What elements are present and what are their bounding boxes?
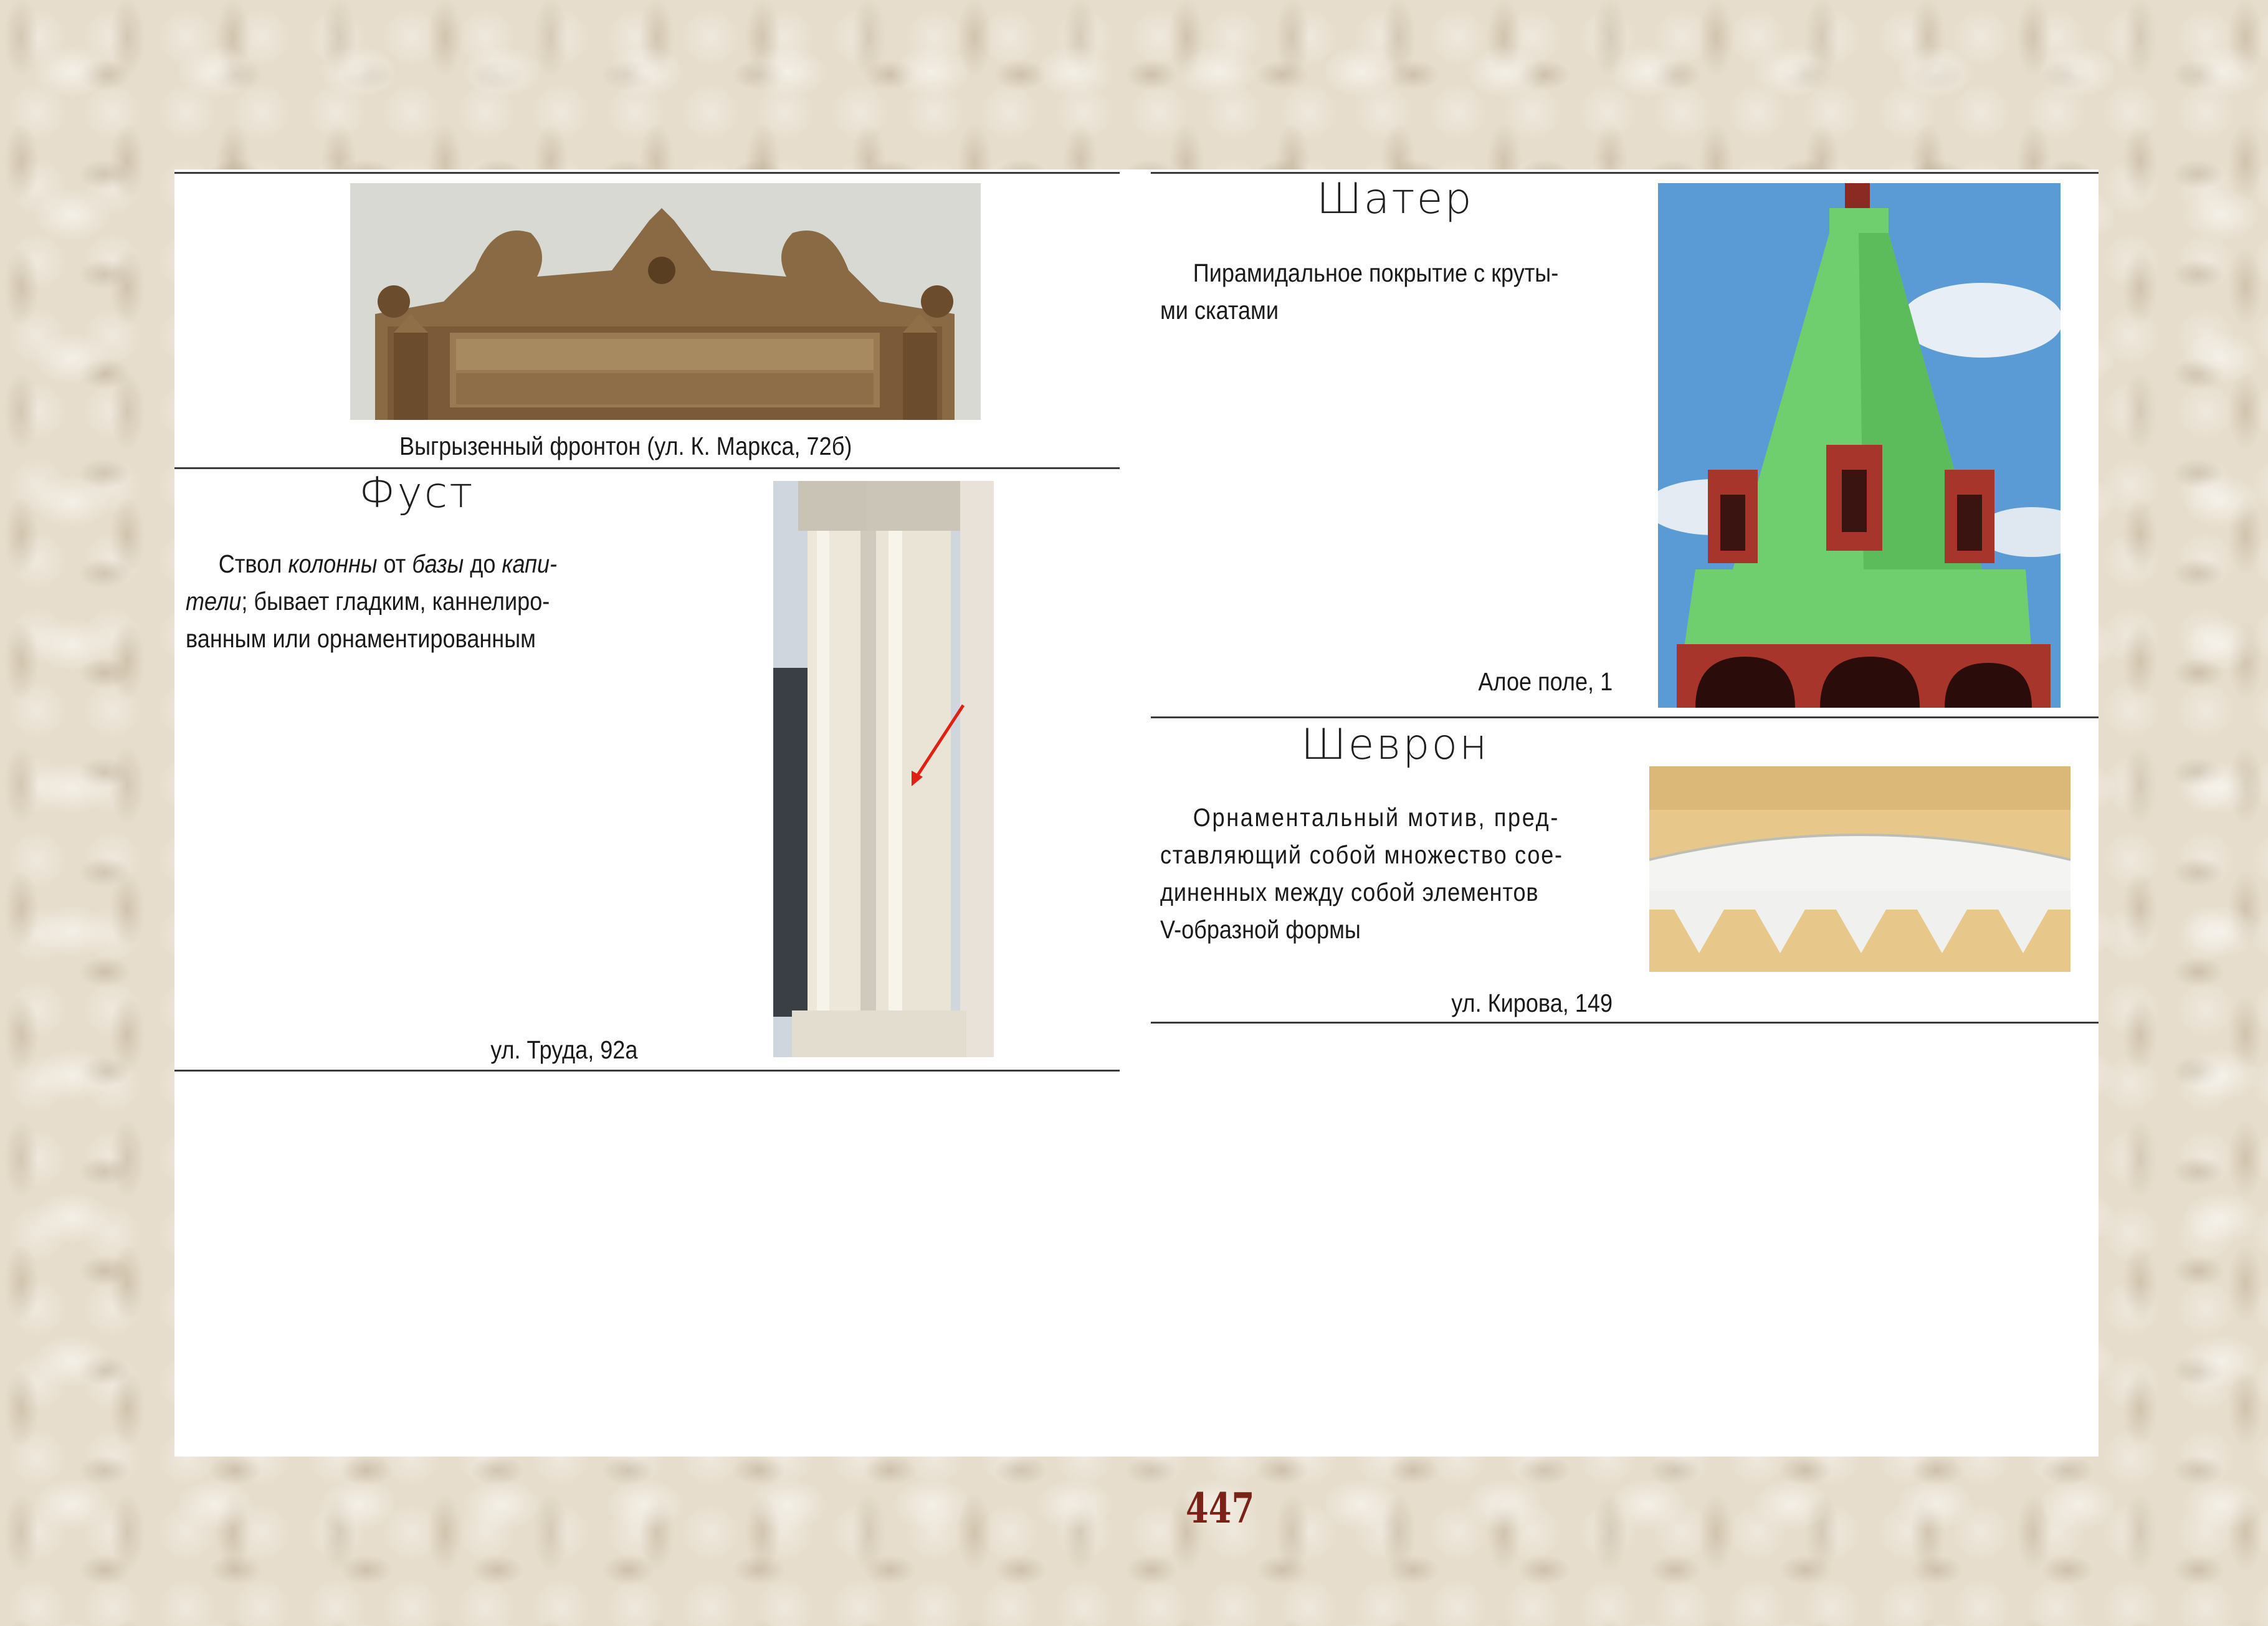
shevron-caption: ул. Кирова, 149 — [1451, 989, 1613, 1017]
shater-line-2: ми скатами — [1160, 296, 1279, 325]
shevron-line-1: Орнаментальный мотив, пред- — [1193, 803, 1560, 832]
shevron-heading: Шеврон — [1301, 720, 1489, 769]
rule-left-1 — [174, 467, 1120, 469]
pediment-caption: Выгрызенный фронтон (ул. К. Маркса, 72б) — [399, 432, 852, 460]
fust-description — [186, 545, 734, 657]
shater-line-1: Пирамидальное покрытие с круты- — [1193, 259, 1559, 287]
fust-line-1: Ствол колонны от базы до капи- — [218, 549, 558, 578]
fust-photo — [773, 481, 994, 1057]
shater-caption: Алое поле, 1 — [1478, 667, 1613, 696]
page-number: 447 — [1186, 1484, 1255, 1533]
rule-top-right — [1151, 172, 2099, 174]
pediment-photo — [350, 183, 981, 420]
rule-right-1 — [1151, 716, 2099, 718]
shevron-line-3: диненных между собой элементов — [1160, 878, 1539, 906]
shevron-description — [1160, 799, 1610, 948]
rule-left-2 — [174, 1070, 1120, 1072]
fust-line-2: тели; бывает гладким, каннелиро- — [186, 587, 550, 616]
shater-heading: Шатер — [1317, 174, 1474, 224]
shater-photo — [1658, 183, 2061, 708]
fust-heading: Фуст — [359, 468, 475, 518]
shevron-line-4: V-образной формы — [1160, 915, 1361, 944]
shevron-photo — [1649, 766, 2070, 972]
fust-line-3: ванным или орнаментированным — [186, 624, 536, 653]
shevron-line-2: ставляющий собой множество сое- — [1160, 840, 1563, 869]
rule-right-2 — [1151, 1022, 2099, 1024]
rule-top-left — [174, 172, 1120, 174]
fust-caption: ул. Труда, 92а — [490, 1035, 637, 1064]
shater-description — [1160, 254, 1610, 329]
